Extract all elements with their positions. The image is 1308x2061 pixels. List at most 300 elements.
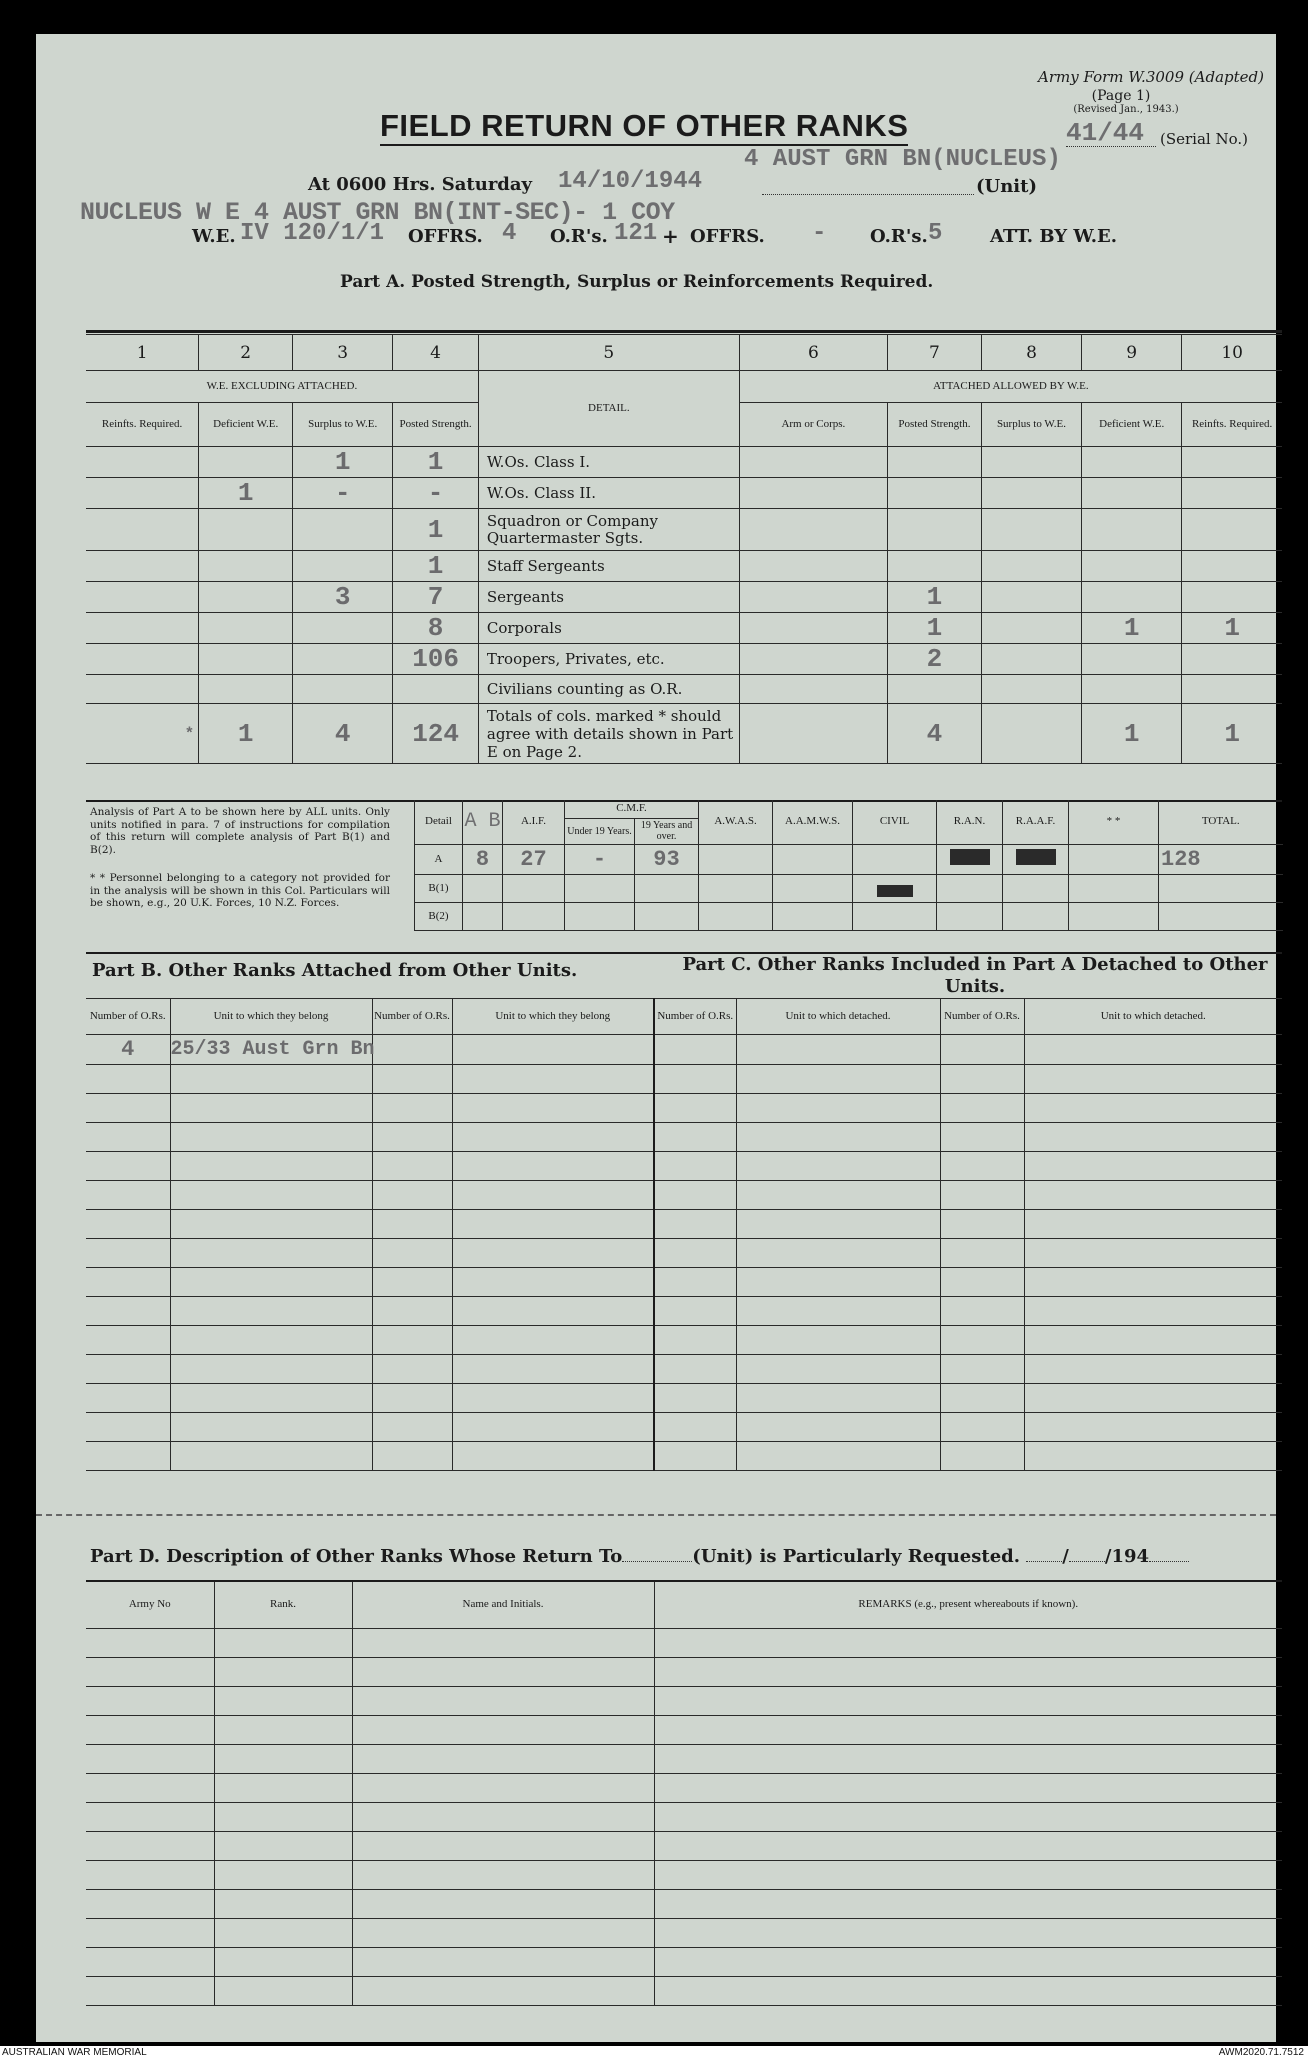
rank-detail: W.Os. Class I. [478,447,739,478]
blank-cell [86,1744,214,1773]
army-form-line [964,68,1264,86]
blank-cell [170,1210,372,1239]
blank-cell [654,1889,1282,1918]
blank-cell [86,1860,214,1889]
blank-cell [654,1802,1282,1831]
blank-cell [654,1947,1282,1976]
col-number: 4 [393,335,479,371]
blank-cell [452,1210,654,1239]
blank-cell [170,1094,372,1123]
blank-cell [452,1065,654,1094]
attached-unit: 25/33 Aust Grn Bn [170,1035,372,1065]
serial-label: (Serial No.) [1160,130,1248,148]
blank-cell [86,1326,170,1355]
part-d-date: /194 [1104,1546,1150,1567]
part-a-cell-c6 [739,644,887,675]
blank-cell [170,1355,372,1384]
analysis-row-b1 [415,874,1283,902]
total-att-reinfts: 1 [1182,704,1282,764]
analysis-note: Analysis of Part A to be shown here by ALL units. Only units notified in para. 7 of instructions for compilation of this return will complete analysis of Part B(1) and B(2). [90,806,390,856]
blank-row [86,1657,1282,1686]
rank-detail: Squadron or Company Quartermaster Sgts. [478,509,739,551]
blank-cell [1024,1239,1282,1268]
blank-cell [214,1773,352,1802]
part-a-cell-c4: 1 [393,509,479,551]
part-a-cell-c1 [86,644,199,675]
part-a-rows [86,447,1282,704]
part-d-title-prefix: Part D. Description of Other Ranks Whose Return To [90,1546,623,1567]
part-a-cell-c3 [293,551,393,582]
blank-row [86,1442,1282,1471]
part-a-cell-c6 [739,478,887,509]
analysis-total-value: 128 [1159,844,1283,874]
blank-cell [736,1123,940,1152]
civil-header: CIVIL [853,800,937,844]
blank-row [86,1715,1282,1744]
blank-cell [86,1181,170,1210]
blank-cell [452,1152,654,1181]
attached-allowed-header: ATTACHED ALLOWED BY W.E. [739,371,1282,403]
blank-cell [736,1297,940,1326]
blank-cell [736,1326,940,1355]
blank-cell [736,1384,940,1413]
part-a-cell-c3 [293,509,393,551]
col-number: 8 [981,335,1081,371]
part-a-cell-c10 [1182,644,1282,675]
part-d-blank-rows [86,1628,1282,2005]
blank-cell [654,1918,1282,1947]
part-a-cell-c2 [199,613,293,644]
row-label: A [415,844,463,874]
blank-cell [352,1947,654,1976]
blank-cell [654,1715,1282,1744]
blank-cell [940,1297,1024,1326]
archive-name: AUSTRALIAN WAR MEMORIAL [2,2047,147,2058]
blank-cell [1024,1123,1282,1152]
blank-cell [372,1297,452,1326]
blank-cell [372,1152,452,1181]
part-a-cell-c8 [981,509,1081,551]
blank-cell [1024,1094,1282,1123]
ors-value: 121 [614,220,658,247]
blank-cell [170,1268,372,1297]
blank-cell [654,1065,736,1094]
detail-header: DETAIL. [478,371,739,447]
part-a-cell-c1 [86,551,199,582]
blank-cell [372,1384,452,1413]
part-a-row [86,613,1282,644]
blank-cell [736,1413,940,1442]
part-a-cell-c9 [1082,675,1182,704]
part-a-cell-c7: 1 [887,582,981,613]
blank-cell [654,1628,1282,1657]
att-reinfts-header: Reinfts. Required. [1182,403,1282,447]
blank-cell [170,1297,372,1326]
surplus-we-header: Surplus to W.E. [293,403,393,447]
blank-cell [86,1918,214,1947]
reinfts-required-header: Reinfts. Required. [86,403,199,447]
blank-cell [214,1628,352,1657]
arm-corps-header: Arm or Corps. [739,403,887,447]
blank-cell [86,1442,170,1471]
col-number: 10 [1182,335,1282,371]
aif-value: 27 [503,844,565,874]
part-a-cell-c9 [1082,582,1182,613]
part-a-cell-c4: 1 [393,447,479,478]
part-a-cell-c7 [887,551,981,582]
blank-cell [86,1831,214,1860]
blank-cell [372,1268,452,1297]
blank-cell [86,1355,170,1384]
ab-value: 8 [463,844,503,874]
rank-detail: Sergeants [478,582,739,613]
blank-cell [452,1442,654,1471]
blank-row [86,1831,1282,1860]
part-a-cell-c10 [1182,509,1282,551]
totals-row [86,704,1282,764]
blank-row [86,1384,1282,1413]
over-19-header: 19 Years and over. [635,818,699,844]
part-a-cell-c9 [1082,509,1182,551]
blank-cell [452,1094,654,1123]
total-deficient: 1 [199,704,293,764]
col-number: 7 [887,335,981,371]
at-line [308,174,532,195]
part-a-cell-c2 [199,447,293,478]
blank-cell [654,1831,1282,1860]
blank-cell [214,1657,352,1686]
blank-cell [352,1628,654,1657]
part-a-top-rule [86,330,1282,333]
part-b-unit-header: Unit to which they belong [452,999,654,1035]
row-label: B(1) [415,874,463,902]
blank-row [86,1210,1282,1239]
part-a-row [86,644,1282,675]
blank-cell [1024,1297,1282,1326]
blank-cell [654,1210,736,1239]
blank-cell [940,1152,1024,1181]
adapted-label: (Adapted) [1188,68,1264,86]
blank-cell [86,1297,170,1326]
part-a-cell-c1 [86,582,199,613]
part-a-cell-c7: 1 [887,613,981,644]
part-a-cell-c1 [86,509,199,551]
part-a-cell-c2 [199,675,293,704]
unit-label: (Unit) [976,176,1037,197]
ran-header: R.A.N. [937,800,1003,844]
analysis-detail-header: Detail [415,800,463,844]
part-a-row [86,447,1282,478]
blank-cell [452,1268,654,1297]
blank-cell [654,1657,1282,1686]
we-value: IV 120/1/1 [240,220,385,247]
blank-cell [170,1065,372,1094]
blank-cell [452,1239,654,1268]
redaction-mark [1016,849,1056,865]
part-bc-blank-rows [86,1065,1282,1471]
blank-cell [214,1802,352,1831]
blank-cell [654,1297,736,1326]
part-a-cell-c3 [293,675,393,704]
blank-cell [86,1094,170,1123]
part-a-cell-c2 [199,509,293,551]
att-posted-strength-header: Posted Strength. [887,403,981,447]
offrs-label: OFFRS. [408,226,483,247]
part-b-unit-header: Unit to which they belong [170,999,372,1035]
blank-cell [452,1413,654,1442]
blank-row [86,1268,1282,1297]
part-a-cell-c10 [1182,582,1282,613]
col-number: 2 [199,335,293,371]
other-category-header: * * [1069,800,1159,844]
part-a-cell-c4 [393,675,479,704]
blank-cell [654,1181,736,1210]
part-a-cell-c2: 1 [199,478,293,509]
part-a-cell-c2 [199,551,293,582]
blank-cell [352,1773,654,1802]
part-c-unit-header: Unit to which detached. [1024,999,1282,1035]
blank-cell [1024,1326,1282,1355]
blank-cell [170,1384,372,1413]
part-a-cell-c10 [1182,478,1282,509]
ab-header: A B [463,800,503,844]
we-label: W.E. [192,226,236,247]
part-a-cell-c4: 106 [393,644,479,675]
blank-cell [372,1210,452,1239]
blank-cell [452,1355,654,1384]
blank-cell [654,1268,736,1297]
deficient-we-header: Deficient W.E. [199,403,293,447]
blank-cell [86,1657,214,1686]
blank-cell [1024,1065,1282,1094]
blank-cell [214,1744,352,1773]
part-c-number-header: Number of O.Rs. [654,999,736,1035]
part-a-cell-c3 [293,613,393,644]
part-a-cell-c10 [1182,447,1282,478]
col-number: 6 [739,335,887,371]
blank-cell [940,1181,1024,1210]
part-a-cell-c1 [86,478,199,509]
part-a-cell-c6 [739,509,887,551]
blank-cell [170,1181,372,1210]
part-a-cell-c3 [293,644,393,675]
blank-cell [352,1715,654,1744]
blank-cell [736,1239,940,1268]
blank-cell [654,1239,736,1268]
blank-cell [372,1239,452,1268]
blank-cell [1024,1268,1282,1297]
part-a-cell-c6 [739,582,887,613]
blank-cell [372,1442,452,1471]
blank-cell [1024,1355,1282,1384]
blank-cell [170,1239,372,1268]
blank-cell [736,1094,940,1123]
col-number: 5 [478,335,739,371]
offrs-value: 4 [502,220,517,247]
att-by-we-label: ATT. BY W.E. [990,226,1118,247]
ors-attached-value: 5 [928,220,943,247]
part-a-cell-c3: - [293,478,393,509]
blank-cell [736,1442,940,1471]
part-a-cell-c9 [1082,478,1182,509]
blank-row [86,1297,1282,1326]
part-a-cell-c2 [199,644,293,675]
ors-label: O.R's. [550,226,608,247]
blank-cell [654,1355,736,1384]
blank-row [86,1181,1282,1210]
blank-cell [352,1976,654,2005]
part-a-cell-c8 [981,551,1081,582]
part-a-cell-c4: - [393,478,479,509]
blank-cell [452,1384,654,1413]
blank-cell [940,1326,1024,1355]
blank-row [86,1123,1282,1152]
posted-strength-header: Posted Strength. [393,403,479,447]
rank-detail: Troopers, Privates, etc. [478,644,739,675]
we-excluding-attached-header: W.E. EXCLUDING ATTACHED. [86,371,478,403]
blank-cell [372,1123,452,1152]
ors-attached-label: O.R's. [870,226,928,247]
blank-cell [372,1355,452,1384]
blank-cell [1024,1413,1282,1442]
part-a-cell-c7 [887,478,981,509]
blank-cell [654,1152,736,1181]
part-a-cell-c8 [981,582,1081,613]
blank-cell [1024,1384,1282,1413]
part-a-row [86,478,1282,509]
blank-cell [654,1442,736,1471]
revised-label: (Revised Jan., 1943.) [1073,104,1179,115]
blank-cell [352,1831,654,1860]
part-a-cell-c6 [739,447,887,478]
blank-cell [214,1831,352,1860]
blank-cell [452,1326,654,1355]
part-a-cell-c6 [739,551,887,582]
blank-cell [86,1628,214,1657]
blank-cell [86,1123,170,1152]
blank-cell [86,1065,170,1094]
part-a-cell-c4: 1 [393,551,479,582]
blank-cell [372,1065,452,1094]
blank-cell [352,1657,654,1686]
rank-detail: Staff Sergeants [478,551,739,582]
part-a-cell-c7 [887,509,981,551]
part-a-title: Part A. Posted Strength, Surplus or Reinforcements Required. [340,272,934,292]
blank-cell [654,1744,1282,1773]
redaction-mark [877,885,913,897]
blank-cell [654,1860,1282,1889]
part-a-cell-c8 [981,478,1081,509]
part-a-cell-c2 [199,582,293,613]
part-a-cell-c9 [1082,447,1182,478]
name-initials-header: Name and Initials. [352,1582,654,1628]
blank-cell [940,1210,1024,1239]
personnel-category-note: * * Personnel belonging to a category not provided for in the analysis will be shown in this Col. Particulars will be shown, e.g., 20 U.K. Forces, 10 N.Z. Forces. [90,872,390,909]
blank-cell [452,1297,654,1326]
blank-cell [86,1947,214,1976]
part-b-number-header: Number of O.Rs. [372,999,452,1035]
blank-cell [86,1889,214,1918]
blank-row [86,1628,1282,1657]
blank-cell [372,1326,452,1355]
blank-row [86,1686,1282,1715]
cmf-header: C.M.F. [565,800,699,818]
part-a-cell-c9 [1082,644,1182,675]
blank-cell [736,1152,940,1181]
rank-detail: Corporals [478,613,739,644]
total-att-posted: 4 [887,704,981,764]
blank-cell [1024,1210,1282,1239]
rank-detail: W.Os. Class II. [478,478,739,509]
col-number: 1 [86,335,199,371]
blank-cell [352,1802,654,1831]
blank-cell [736,1210,940,1239]
part-a-cell-c8 [981,675,1081,704]
blank-row [86,1889,1282,1918]
blank-cell [170,1442,372,1471]
part-a-row [86,582,1282,613]
part-a-table [86,334,1282,764]
blank-cell [736,1268,940,1297]
blank-cell [214,1918,352,1947]
part-a-cell-c8 [981,644,1081,675]
serial-number-value: 41/44 [1066,118,1145,148]
rank-header: Rank. [214,1582,352,1628]
blank-row [86,1918,1282,1947]
part-a-cell-c9: 1 [1082,613,1182,644]
blank-row [86,1355,1282,1384]
part-c-unit-header: Unit to which detached. [736,999,940,1035]
part-a-cell-c7 [887,675,981,704]
analysis-total-header: TOTAL. [1159,800,1283,844]
part-a-row [86,551,1282,582]
blank-cell [214,1889,352,1918]
att-deficient-header: Deficient W.E. [1082,403,1182,447]
blank-cell [86,1686,214,1715]
row-label: B(2) [415,902,463,930]
blank-row [86,1094,1282,1123]
blank-cell [372,1413,452,1442]
report-date: 14/10/1944 [558,168,703,195]
blank-cell [86,1773,214,1802]
part-d-table [86,1582,1282,2006]
blank-row [86,1802,1282,1831]
rank-detail: Civilians counting as O.R. [478,675,739,704]
blank-cell [86,1384,170,1413]
part-a-cell-c10 [1182,675,1282,704]
blank-cell [1024,1152,1282,1181]
aamws-header: A.A.M.W.S. [773,800,853,844]
part-b-entry-row [86,1035,1282,1065]
blank-cell [940,1268,1024,1297]
blank-cell [170,1413,372,1442]
blank-cell [940,1442,1024,1471]
blank-cell [86,1239,170,1268]
blank-cell [214,1715,352,1744]
blank-cell [452,1123,654,1152]
army-no-header: Army No [86,1582,214,1628]
blank-cell [940,1413,1024,1442]
blank-cell [452,1181,654,1210]
col-number: 9 [1082,335,1182,371]
part-a-cell-c10 [1182,551,1282,582]
archive-footer [0,2046,1308,2061]
typed-nucleus-line: NUCLEUS W E 4 AUST GRN BN(INT-SEC)- 1 COY [80,198,675,227]
blank-cell [86,1152,170,1181]
blank-cell [736,1181,940,1210]
blank-cell [736,1065,940,1094]
blank-row [86,1152,1282,1181]
